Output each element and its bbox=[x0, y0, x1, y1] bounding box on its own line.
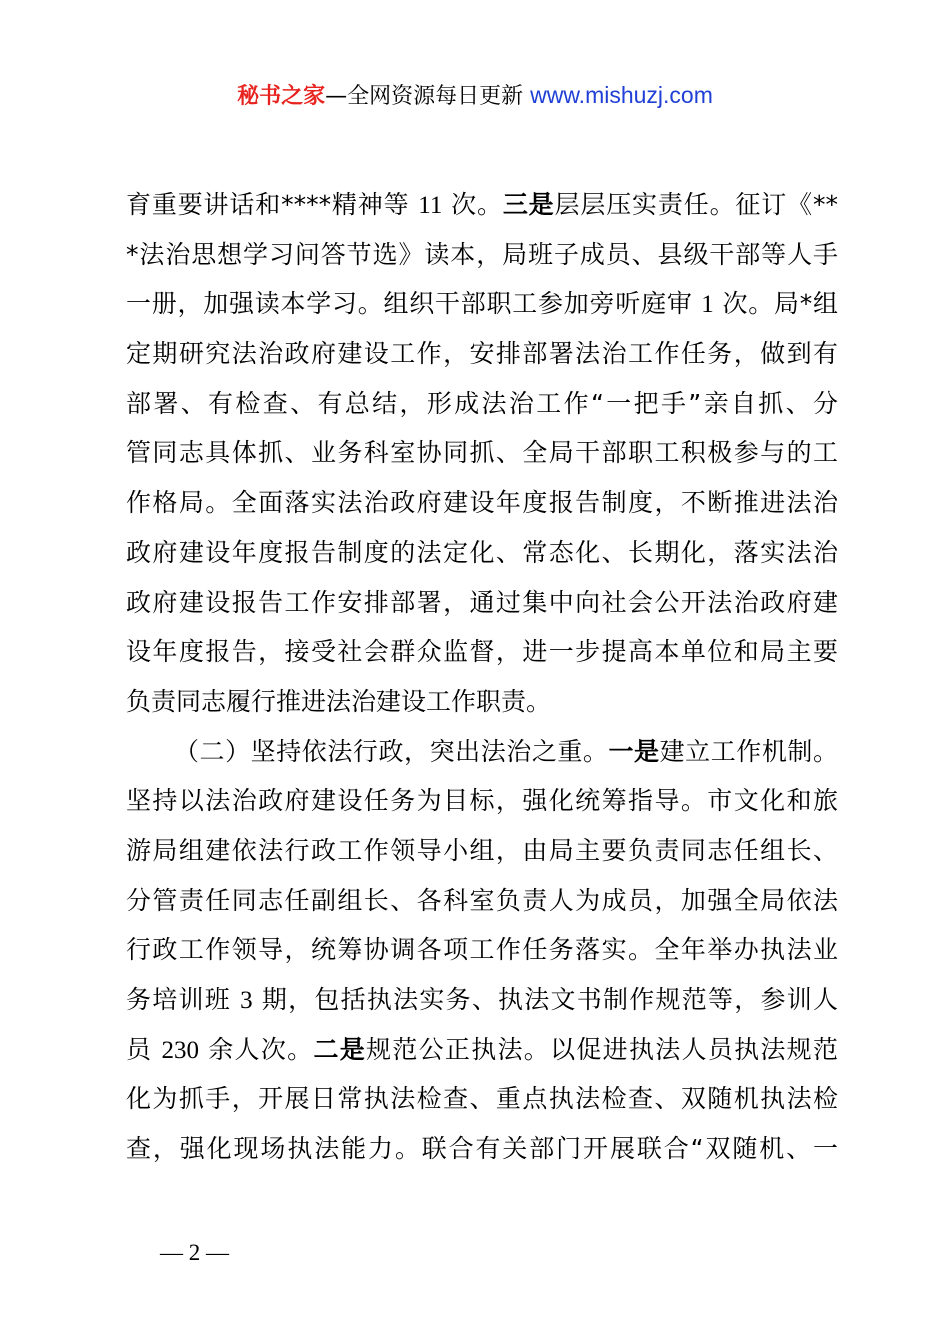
text-line: 游局组建依法行政工作领导小组，由局主要负责同志任组长、 bbox=[126, 835, 838, 865]
text-line: 化为抓手，开展日常执法检查、重点执法检查、双随机执法检 bbox=[126, 1084, 838, 1114]
text-line: 一册，加强读本学习。组织干部职工参加旁听庭审 1 次。局*组 bbox=[126, 289, 838, 319]
text-line: 政府建设报告工作安排部署，通过集中向社会公开法治政府建 bbox=[126, 587, 838, 617]
brand-name: 秘书之家 bbox=[237, 84, 326, 109]
section-heading-line: （二）坚持依法行政，突出法治之重。一是建立工作机制。 bbox=[174, 736, 838, 766]
emphasis-three: 三是 bbox=[502, 190, 555, 219]
document-body bbox=[126, 180, 838, 1174]
text-line: 坚持以法治政府建设任务为目标，强化统筹指导。市文化和旅 bbox=[126, 786, 838, 816]
text-line: 作格局。全面落实法治政府建设年度报告制度，不断推进法治 bbox=[126, 488, 838, 518]
text-line: 育重要讲话和****精神等 11 次。三是层层压实责任。征订《** bbox=[126, 190, 838, 219]
text-line: 负责同志履行推进法治建设工作职责。 bbox=[126, 686, 552, 716]
header-tagline: —全网资源每日更新 bbox=[325, 84, 524, 109]
text-line: 员 230 余人次。二是规范公正执法。以促进执法人员执法规范 bbox=[126, 1034, 838, 1064]
text-line: 行政工作领导，统筹协调各项工作任务落实。全年举办执法业 bbox=[126, 935, 838, 965]
text-line: 务培训班 3 期，包括执法实务、执法文书制作规范等，参训人 bbox=[126, 985, 838, 1014]
emphasis-one: 一是 bbox=[608, 736, 660, 766]
text-line: 定期研究法治政府建设工作，安排部署法治工作任务，做到有 bbox=[126, 339, 838, 369]
emphasis-two: 二是 bbox=[313, 1034, 367, 1064]
text-line: 政府建设年度报告制度的法定化、常态化、长期化，落实法治 bbox=[126, 537, 838, 567]
site-url-link[interactable]: www.mishuzj.com bbox=[530, 82, 713, 108]
page-number: — 2 — bbox=[160, 1240, 229, 1265]
site-header bbox=[0, 80, 950, 112]
text-line: 管同志具体抓、业务科室协同抓、全局干部职工积极参与的工 bbox=[126, 438, 838, 468]
text-line: *法治思想学习问答节选》读本，局班子成员、县级干部等人手 bbox=[126, 239, 838, 269]
text-line: 部署、有检查、有总结，形成法治工作“一把手”亲自抓、分 bbox=[126, 388, 838, 418]
text-line: 设年度报告，接受社会群众监督，进一步提高本单位和局主要 bbox=[126, 637, 838, 667]
text-line: 分管责任同志任副组长、各科室负责人为成员，加强全局依法 bbox=[126, 885, 838, 915]
text-line: 查，强化现场执法能力。联合有关部门开展联合“双随机、一 bbox=[126, 1134, 838, 1164]
